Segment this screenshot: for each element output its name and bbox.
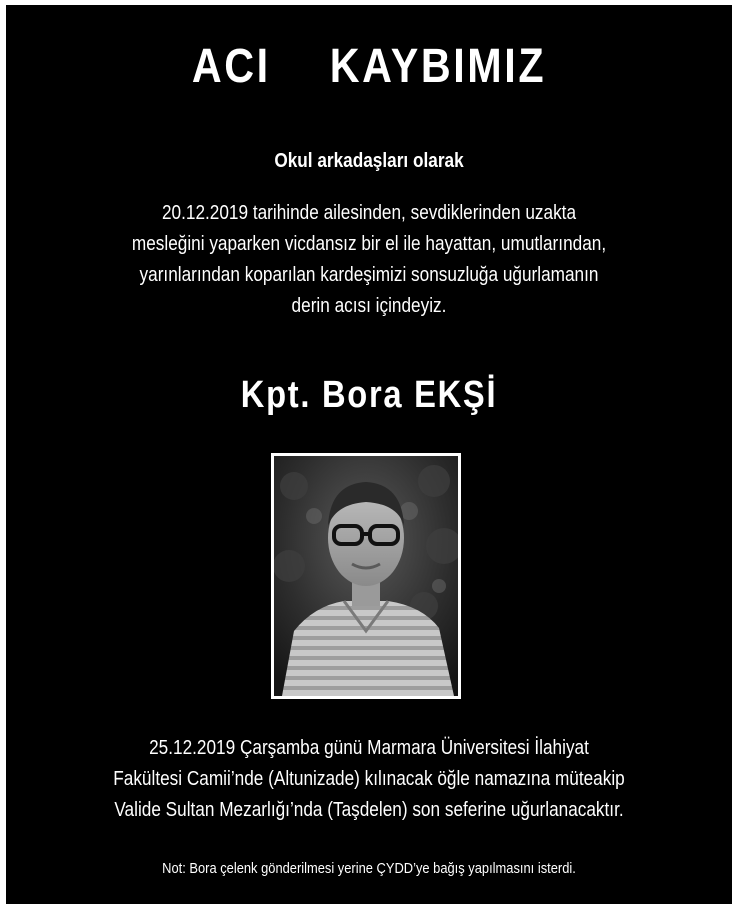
funeral-line: Fakültesi Camii’nde (Altunizade) kılınacak öğle namazına müteakip — [113, 768, 625, 790]
funeral-line: 25.12.2019 Çarşamba günü Marmara Üniversitesi İlahiyat — [149, 737, 589, 759]
message-line: 20.12.2019 tarihinde ailesinden, sevdiklerinden uzakta — [161, 202, 577, 224]
obituary-panel — [6, 5, 732, 904]
subtitle: Okul arkadaşları olarak — [274, 150, 464, 172]
portrait-photo — [271, 453, 461, 699]
message-line: mesleğini yaparken vicdansız bir el ile hayattan, umutlarından, — [131, 233, 607, 255]
donation-note: Not: Bora çelenk gönderilmesi yerine ÇYDD’ye bağış yapılmasını isterdi. — [162, 860, 576, 877]
funeral-line: Valide Sultan Mezarlığı’nda (Taşdelen) son seferine uğurlanacaktır. — [114, 799, 624, 821]
condolence-message — [74, 198, 664, 322]
headline: ACI KAYBIMIZ — [191, 40, 547, 93]
message-line: derin acısı içindeyiz. — [291, 295, 447, 317]
message-line: yarınlarından koparılan kardeşimizi sonsuzluğa uğurlamanın — [139, 264, 599, 286]
deceased-name: Kpt. Bora EKŞİ — [240, 374, 498, 416]
funeral-announcement — [74, 733, 664, 826]
